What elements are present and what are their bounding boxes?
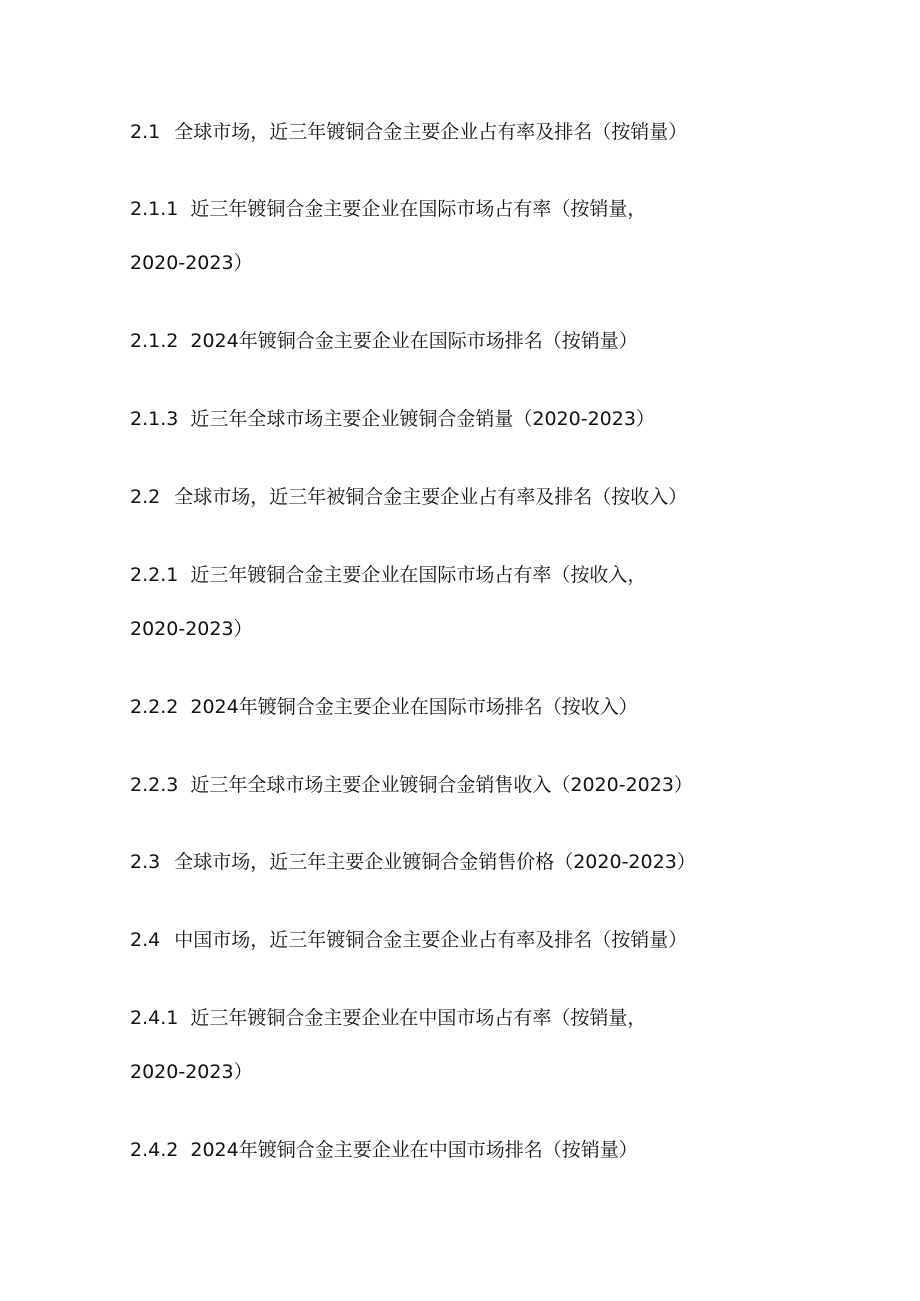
section-title: 近三年镀铜合金主要企业在国际市场占有率（按收入， bbox=[190, 564, 647, 586]
toc-entry bbox=[130, 773, 770, 797]
section-title: 2024年镀铜合金主要企业在中国市场排名（按销量） bbox=[190, 1139, 638, 1161]
toc-entry bbox=[130, 928, 770, 952]
toc-entry bbox=[130, 407, 770, 431]
section-number: 2.2.2 bbox=[130, 696, 179, 718]
section-title-continuation: 2020-2023） bbox=[130, 252, 253, 274]
toc-entry bbox=[130, 695, 770, 719]
section-number: 2.2 bbox=[130, 486, 161, 508]
toc-entry bbox=[130, 329, 770, 353]
section-title: 近三年全球市场主要企业镀铜合金销量（2020-2023） bbox=[190, 408, 655, 430]
section-number: 2.1.2 bbox=[130, 330, 179, 352]
section-title-continuation: 2020-2023） bbox=[130, 1061, 253, 1083]
section-title: 全球市场，近三年被铜合金主要企业占有率及排名（按收入） bbox=[174, 486, 688, 508]
section-title-continuation: 2020-2023） bbox=[130, 618, 253, 640]
section-number: 2.2.1 bbox=[130, 564, 179, 586]
toc-entry bbox=[130, 563, 770, 587]
toc-entry bbox=[130, 850, 770, 874]
toc-entry bbox=[130, 1006, 770, 1030]
section-title: 2024年镀铜合金主要企业在国际市场排名（按销量） bbox=[190, 330, 638, 352]
section-number: 2.4 bbox=[130, 929, 161, 951]
section-title: 近三年镀铜合金主要企业在国际市场占有率（按销量， bbox=[190, 198, 647, 220]
section-title: 全球市场，近三年镀铜合金主要企业占有率及排名（按销量） bbox=[174, 121, 688, 143]
section-number: 2.4.2 bbox=[130, 1139, 179, 1161]
toc-entry bbox=[130, 197, 770, 221]
toc-entry bbox=[130, 120, 770, 144]
toc-entry-continuation bbox=[130, 251, 770, 275]
section-number: 2.1 bbox=[130, 121, 161, 143]
section-number: 2.2.3 bbox=[130, 774, 179, 796]
section-title: 近三年全球市场主要企业镀铜合金销售收入（2020-2023） bbox=[190, 774, 693, 796]
toc-entry bbox=[130, 485, 770, 509]
section-title: 中国市场，近三年镀铜合金主要企业占有率及排名（按销量） bbox=[174, 929, 688, 951]
section-number: 2.1.3 bbox=[130, 408, 179, 430]
section-number: 2.1.1 bbox=[130, 198, 179, 220]
section-number: 2.3 bbox=[130, 851, 161, 873]
section-title: 2024年镀铜合金主要企业在国际市场排名（按收入） bbox=[190, 696, 638, 718]
toc-entry-continuation bbox=[130, 1060, 770, 1084]
toc-entry-continuation bbox=[130, 617, 770, 641]
section-number: 2.4.1 bbox=[130, 1007, 179, 1029]
section-title: 全球市场，近三年主要企业镀铜合金销售价格（2020-2023） bbox=[174, 851, 696, 873]
toc-entry bbox=[130, 1138, 770, 1162]
section-title: 近三年镀铜合金主要企业在中国市场占有率（按销量， bbox=[190, 1007, 647, 1029]
